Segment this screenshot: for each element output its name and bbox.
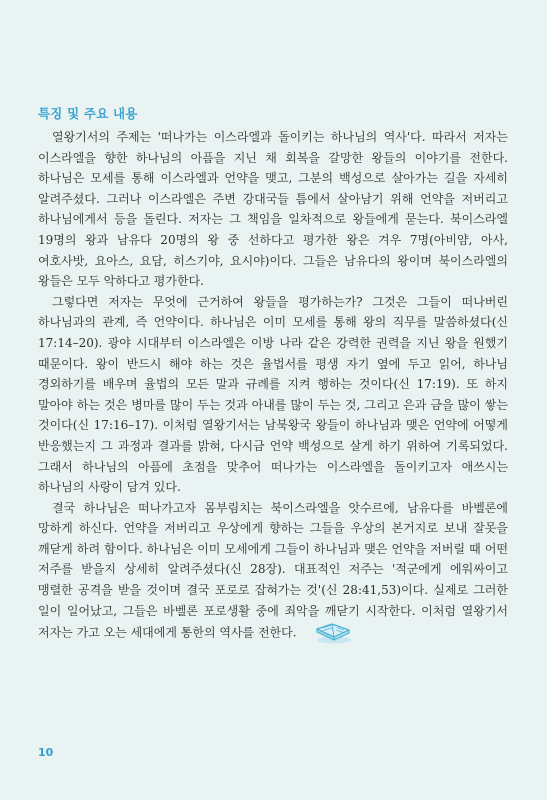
open-book-icon (299, 621, 339, 645)
paragraph-theme: 열왕기서의 주제는 '떠나가는 이스라엘과 돌이키는 하나님의 역사'다. 따라서 저자는 이스라엘을 향한 하나님의 아픔을 지닌 채 회복을 갈망한 왕들의 이야기를 전한다. 하나님은 모세를 통해 이스라엘과 언약을 맺고, 그분의 백성으로 살아가는 길을 자세히 알려주셨다. 그러나 이스라엘은 주변 강대국들 틈에서 살아남기 위해 언약을 저버리고 하나님에게서 등을 돌린다. 저자는 그 책임을 일차적으로 왕들에게 묻는다. 북이스라엘 19명의 왕과 남유다 20명의 왕 중 선하다고 평가한 왕은 겨우 7명(아비얌, 아사, 여호사밧, 요아스, 요담, 히스기야, 요시야)이다. 그들은 남유다의 왕이며 북이스라엘의 왕들은 모두 악하다고 평가한다. (38, 130, 508, 289)
paragraph-conclusion-text: 결국 하나님은 떠나가고자 몸부림치는 북이스라엘을 앗수르에, 남유다를 바벨론에 망하게 하신다. 언약을 저버리고 우상에게 향하는 그들을 우상의 본거지로 보내 잘못을 깨닫게 하려 함이다. 하나님은 이미 모세에게 그들이 하나님과 맺은 언약을 저버릴 때 어떤 저주를 받을지 상세히 알려주셨다(신 28장). 대표적인 저주는 '적군에게 에워싸이고 맹렬한 공격을 받을 것이며 결국 포로로 잡혀가는 것'(신 28:41,53)이다. 실제로 그러한 일이 일어났고, 그들은 바벨론 포로생활 중에 죄악을 깨닫기 시작한다. 이처럼 열왕기서 저자는 가고 오는 세대에게 통한의 역사를 전한다. (38, 500, 508, 640)
paragraph-evaluation: 그렇다면 저자는 무엇에 근거하여 왕들을 평가하는가? 그것은 그들이 떠나버린 하나님과의 관계, 즉 언약이다. 하나님은 이미 모세를 통해 왕의 직무를 말씀하셨다(신 17:14–20). 광야 시대부터 이스라엘은 이방 나라 같은 강력한 권력을 지닌 왕을 원했기 때문이다. 왕이 반드시 해야 하는 것은 율법서를 평생 자기 옆에 두고 읽어, 하나님 경외하기를 배우며 율법의 모든 말과 규례를 지켜 행하는 것이다(신 17:19). 또 하지 말아야 하는 것은 병마를 많이 두는 것과 아내를 많이 두는 것, 그리고 은과 금을 많이 쌓는 것이다(신 17:16–17). 이처럼 열왕기서는 남북왕국 왕들이 하나님과 맺은 언약에 어떻게 반응했는지 그 과정과 결과를 밝혀, 다시금 언약 백성으로 살게 하기 위하여 기록되었다. 그래서 하나님의 아픔에 초점을 맞추어 떠나가는 이스라엘을 돌이키고자 애쓰시는 하나님의 사랑이 담겨 있다. (38, 294, 508, 495)
paragraph-conclusion (38, 498, 508, 646)
section-heading: 특징 및 주요 내용 (38, 106, 138, 121)
body-text (38, 127, 508, 645)
page-number: 10 (38, 746, 54, 759)
